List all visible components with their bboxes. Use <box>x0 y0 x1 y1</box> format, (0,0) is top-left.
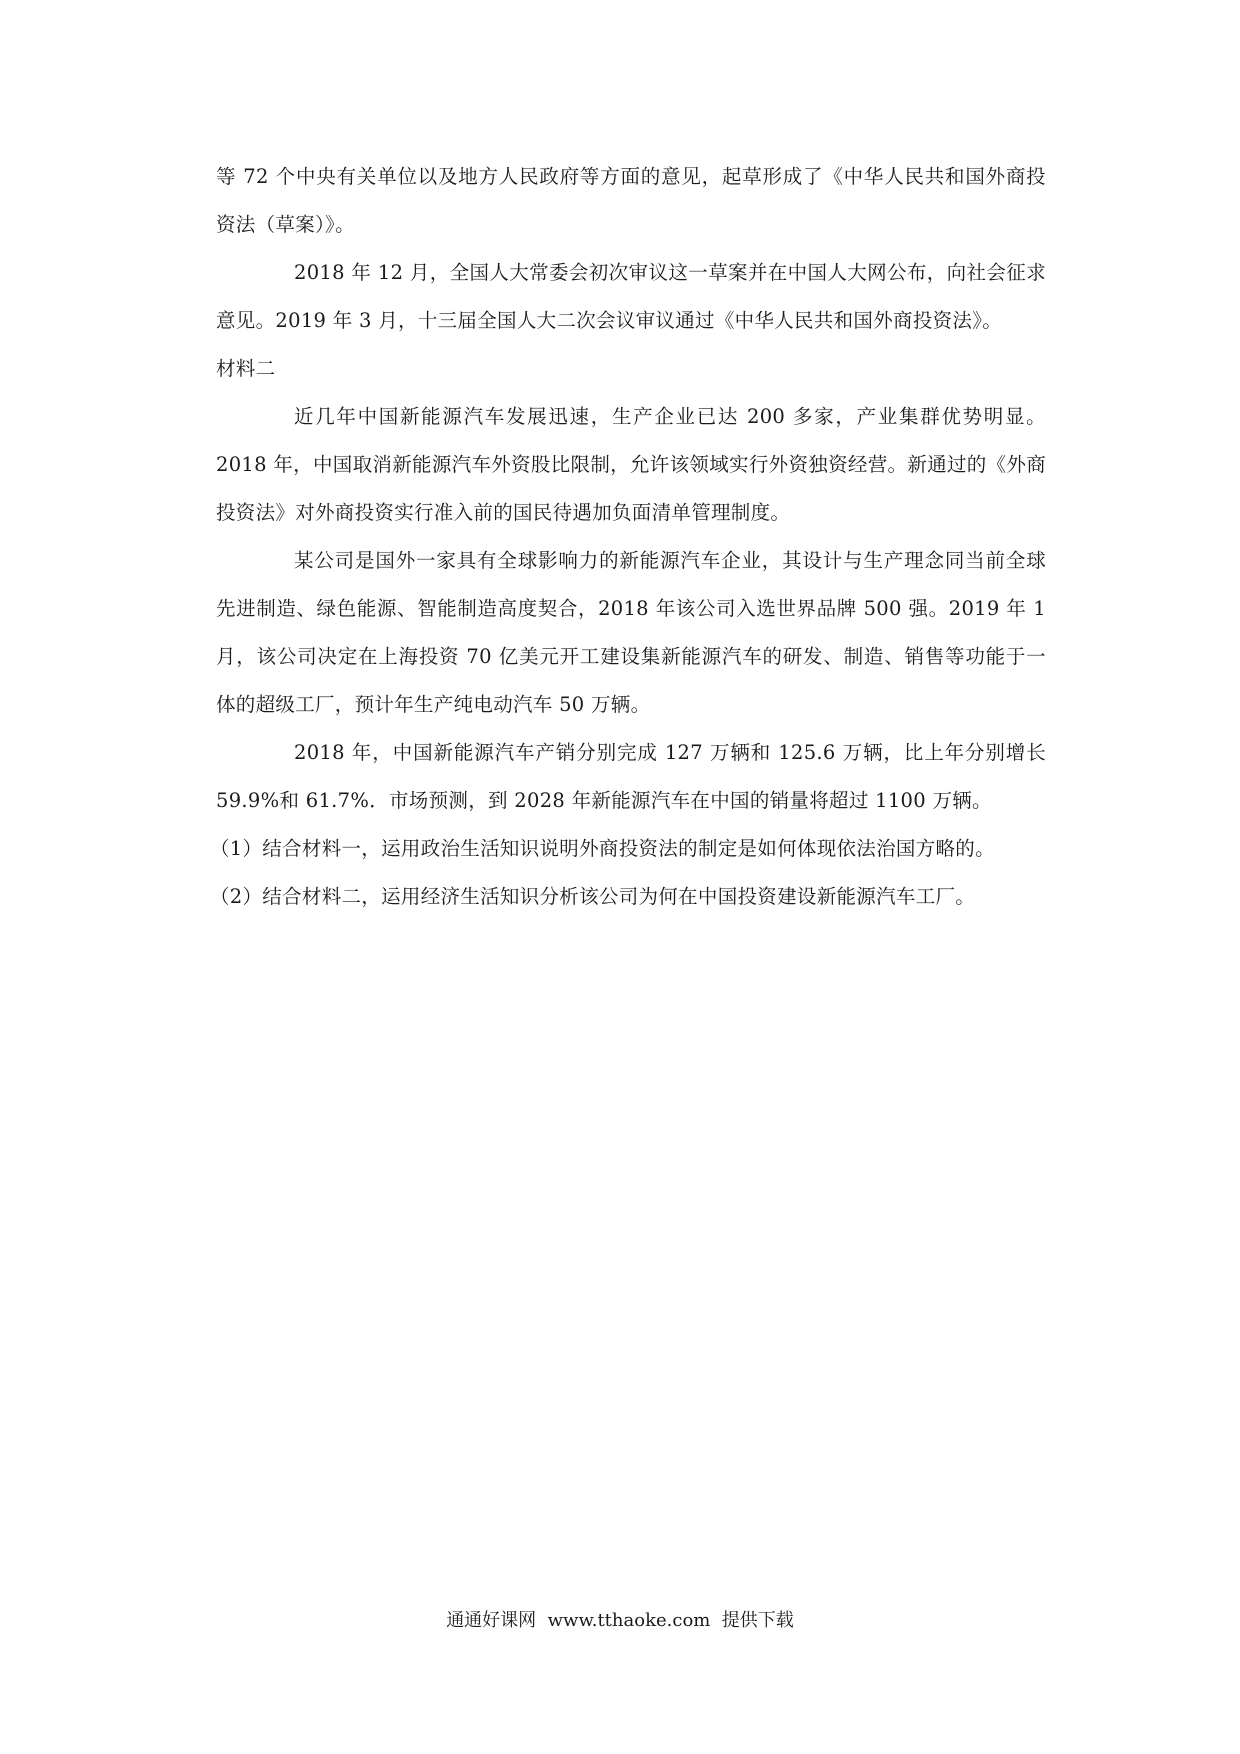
page-footer <box>0 1607 1240 1635</box>
paragraph-review-process: 2018 年 12 月，全国人大常委会初次审议这一草案并在中国人大网公布，向社会征求意见。2019 年 3 月，十三届全国人大二次会议审议通过《中华人民共和国外商投资法》。 <box>216 261 1046 332</box>
question-2: （2）结合材料二，运用经济生活知识分析该公司为何在中国投资建设新能源汽车工厂。 <box>210 885 976 908</box>
paragraph-continuation: 等 72 个中央有关单位以及地方人民政府等方面的意见，起草形成了《中华人民共和国外商投资法（草案）》。 <box>216 165 1046 236</box>
question-1: （1）结合材料一，运用政治生活知识说明外商投资法的制定是如何体现依法治国方略的。 <box>210 837 995 860</box>
paragraph-company: 某公司是国外一家具有全球影响力的新能源汽车企业，其设计与生产理念同当前全球先进制造、绿色能源、智能制造高度契合，2018 年该公司入选世界品牌 500 强。2019 年 1 月，该公司决定在上海投资 70 亿美元开工建设集新能源汽车的研发、制造、销售等功能于一体的超级工厂，预计年生产纯电动汽车 50 万辆。 <box>216 549 1046 716</box>
document-body <box>210 153 1046 921</box>
footer-suffix: 提供下载 <box>721 1610 794 1631</box>
footer-site-name: 通通好课网 <box>446 1610 537 1631</box>
paragraph-sales-data: 2018 年，中国新能源汽车产销分别完成 127 万辆和 125.6 万辆，比上年分别增长 59.9%和 61.7%．市场预测，到 2028 年新能源汽车在中国的销量将超过 1100 万辆。 <box>216 741 1046 812</box>
material-two-heading: 材料二 <box>216 357 276 380</box>
paragraph-ev-industry: 近几年中国新能源汽车发展迅速，生产企业已达 200 多家，产业集群优势明显。2018 年，中国取消新能源汽车外资股比限制，允许该领域实行外资独资经营。新通过的《外商投资法》对外商投资实行准入前的国民待遇加负面清单管理制度。 <box>216 405 1046 524</box>
footer-site-url[interactable]: www.tthaoke.com <box>547 1610 711 1631</box>
